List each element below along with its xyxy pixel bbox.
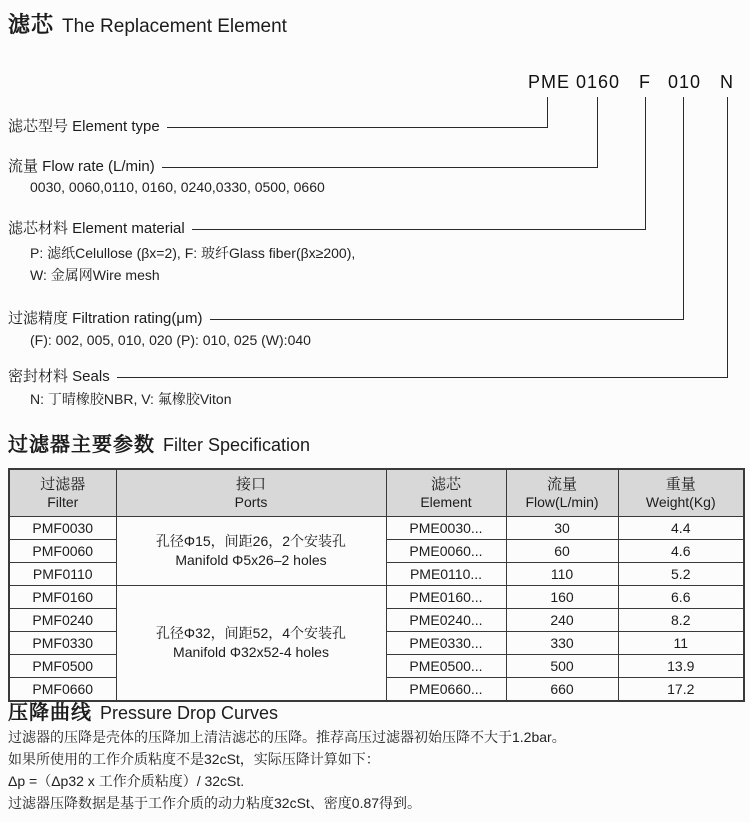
code-entry-label: 流量 Flow rate (L/min) [8, 158, 155, 175]
spec-table [8, 468, 745, 702]
cell-flow: 500 [506, 655, 618, 678]
col-header-ports [116, 469, 386, 517]
cell-filter: PMF0660 [9, 678, 116, 702]
pressure-title-zh: 压降曲线 [8, 702, 92, 724]
cell-flow: 240 [506, 609, 618, 632]
cell-flow: 60 [506, 540, 618, 563]
cell-element: PME0030... [386, 517, 506, 540]
model-code-token-seal: N [720, 72, 734, 92]
spec-title-en: Filter Specification [163, 435, 311, 455]
material-options-line2: W: 金属网Wire mesh [30, 267, 160, 283]
col-header-filter [9, 469, 116, 517]
page-title-zh: 滤芯 [8, 12, 55, 37]
cell-element: PME0060... [386, 540, 506, 563]
cell-flow: 330 [506, 632, 618, 655]
cell-weight: 17.2 [618, 678, 744, 702]
table-row [9, 517, 744, 540]
cell-element: PME0500... [386, 655, 506, 678]
table-row [9, 586, 744, 609]
leader-hline [192, 219, 646, 230]
cell-element: PME0110... [386, 563, 506, 586]
cell-filter: PMF0330 [9, 632, 116, 655]
code-entry-label: 密封材料 Seals [8, 368, 110, 385]
page-title [8, 8, 287, 39]
cell-filter: PMF0060 [9, 540, 116, 563]
col-header-en: Filter [47, 494, 79, 510]
cell-filter: PMF0160 [9, 586, 116, 609]
ports-en: Manifold Φ5x26–2 holes [175, 552, 327, 568]
cell-ports-group1 [116, 517, 386, 586]
cell-element: PME0330... [386, 632, 506, 655]
cell-weight: 13.9 [618, 655, 744, 678]
col-header-en: Element [420, 494, 472, 510]
cell-weight: 11 [618, 632, 744, 655]
col-header-element [386, 469, 506, 517]
code-entry-seals [8, 367, 728, 387]
cell-element: PME0240... [386, 609, 506, 632]
cell-flow: 110 [506, 563, 618, 586]
pressure-formula-line: Δp =（Δp32 x 工作介质粘度）/ 32cSt. [8, 773, 245, 789]
cell-flow: 30 [506, 517, 618, 540]
leader-vline-rating [683, 97, 684, 320]
cell-flow: 160 [506, 586, 618, 609]
code-entry-material [8, 219, 646, 239]
pressure-text-line: 过滤器压降数据是基于工作介质的动力粘度32cSt、密度0.87得到。 [8, 795, 422, 811]
cell-weight: 4.4 [618, 517, 744, 540]
spec-title-zh: 过滤器主要参数 [8, 434, 155, 456]
cell-filter: PMF0030 [9, 517, 116, 540]
leader-hline [210, 309, 684, 320]
cell-weight: 5.2 [618, 563, 744, 586]
pressure-title-en: Pressure Drop Curves [100, 703, 279, 723]
col-header-en: Weight(Kg) [645, 494, 716, 510]
leader-vline-seal [727, 97, 728, 378]
spec-section-title [8, 428, 310, 457]
cell-filter: PMF0500 [9, 655, 116, 678]
code-entry-flow-rate [8, 157, 598, 177]
pressure-section-title [8, 696, 278, 725]
cell-flow: 660 [506, 678, 618, 702]
rating-options: (F): 002, 005, 010, 020 (P): 010, 025 (W):040 [30, 332, 311, 348]
material-options-line1: P: 滤纸Celullose (βx=2), F: 玻纤Glass fiber(βx≥200), [30, 245, 356, 261]
leader-hline [162, 157, 598, 168]
code-entry-label: 滤芯型号 Element type [8, 118, 160, 135]
code-entry-label: 过滤精度 Filtration rating(μm) [8, 310, 203, 327]
page-title-en: The Replacement Element [62, 16, 287, 37]
cell-element: PME0160... [386, 586, 506, 609]
col-header-flow [506, 469, 618, 517]
col-header-zh: 重量 [665, 476, 696, 493]
leader-vline-material [645, 97, 646, 230]
cell-filter: PMF0110 [9, 563, 116, 586]
table-header-row [9, 469, 744, 517]
model-code-token-series: PME [528, 72, 571, 92]
ports-zh: 孔径Φ15，间距26，2个安装孔 [155, 533, 347, 549]
code-entry-element-type [8, 117, 548, 137]
flow-rate-options: 0030, 0060,0110, 0160, 0240,0330, 0500, 0660 [30, 179, 325, 195]
ports-en: Manifold Φ32x52-4 holes [173, 644, 329, 660]
model-code-token-material: F [639, 72, 651, 92]
cell-ports-group2 [116, 586, 386, 702]
cell-weight: 6.6 [618, 586, 744, 609]
ports-zh: 孔径Φ32，间距52，4个安装孔 [155, 625, 347, 641]
pressure-text-line: 过滤器的压降是壳体的压降加上清洁滤芯的压降。推荐高压过滤器初始压降不大于1.2bar。 [8, 729, 566, 745]
cell-weight: 4.6 [618, 540, 744, 563]
seal-options: N: 丁晴橡胶NBR, V: 氟橡胶Viton [30, 391, 232, 407]
col-header-en: Ports [234, 494, 268, 510]
model-code-token-rating: 010 [668, 72, 702, 92]
code-entry-filtration-rating [8, 309, 684, 329]
cell-weight: 8.2 [618, 609, 744, 632]
col-header-en: Flow(L/min) [525, 494, 599, 510]
pressure-text-line: 如果所使用的工作介质粘度不是32cSt，实际压降计算如下： [8, 751, 380, 767]
leader-hline [167, 117, 548, 128]
cell-element: PME0660... [386, 678, 506, 702]
leader-hline [117, 367, 728, 378]
col-header-zh: 滤芯 [430, 476, 461, 493]
col-header-weight [618, 469, 744, 517]
model-code-token-flow: 0160 [576, 72, 621, 92]
code-entry-label: 滤芯材料 Element material [8, 220, 185, 237]
col-header-zh: 流量 [546, 476, 577, 493]
col-header-zh: 接口 [235, 476, 266, 493]
col-header-zh: 过滤器 [40, 476, 86, 493]
cell-filter: PMF0240 [9, 609, 116, 632]
